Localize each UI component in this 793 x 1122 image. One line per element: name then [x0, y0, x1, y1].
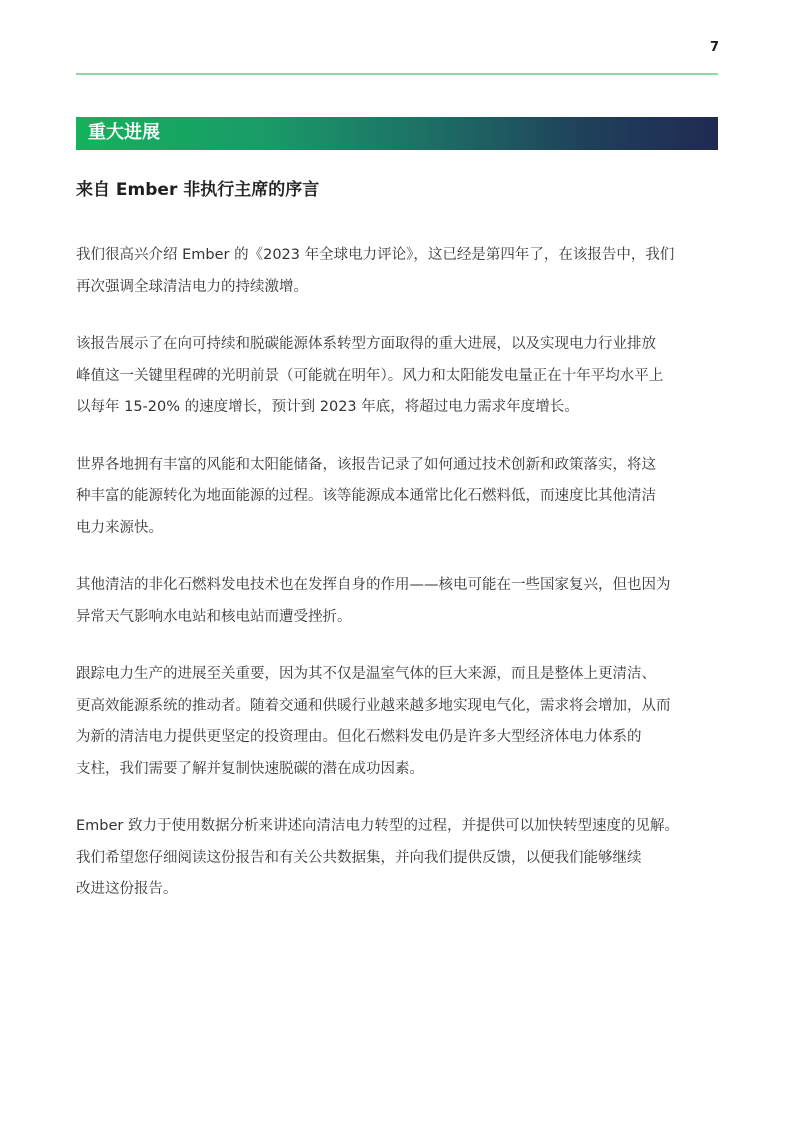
text-line: 该报告展示了在向可持续和脱碳能源体系转型方面取得的重大进展，以及实现电力行业排放	[76, 336, 656, 352]
paragraph	[76, 240, 718, 303]
page-number: 7	[709, 40, 719, 55]
text-line: 再次强调全球清洁电力的持续激增。	[76, 278, 308, 295]
paragraph	[76, 450, 718, 545]
paragraph	[76, 329, 718, 424]
foreword-body	[76, 240, 718, 932]
text-line: 异常天气影响水电站和核电站而遭受挫折。	[76, 608, 352, 625]
section-banner	[76, 117, 718, 150]
paragraph	[76, 811, 718, 906]
text-line: 峰值这一关键里程碑的光明前景（可能就在明年）。风力和太阳能发电量正在十年平均水平上	[76, 367, 664, 384]
header-divider	[76, 73, 718, 75]
text-line: 种丰富的能源转化为地面能源的过程。该等能源成本通常比化石燃料低，而速度比其他清洁	[76, 488, 656, 504]
paragraph	[76, 570, 718, 633]
text-line: 改进这份报告。	[76, 881, 178, 897]
paragraph	[76, 659, 718, 785]
text-line: 世界各地拥有丰富的风能和太阳能储备，该报告记录了如何通过技术创新和政策落实，将这	[76, 456, 656, 473]
text-line: 以每年 15-20% 的速度增长，预计到 2023 年底，将超过电力需求年度增长。	[76, 399, 579, 415]
text-line: 跟踪电力生产的进展至关重要，因为其不仅是温室气体的巨大来源，而且是整体上更清洁、	[76, 666, 656, 682]
text-line: 为新的清洁电力提供更坚定的投资理由。但化石燃料发电仍是许多大型经济体电力体系的	[76, 729, 642, 745]
section-title: 重大进展	[88, 122, 160, 143]
text-line: 我们希望您仔细阅读这份报告和有关公共数据集，并向我们提供反馈，以便我们能够继续	[76, 849, 642, 866]
text-line: Ember 致力于使用数据分析来讲述向清洁电力转型的过程，并提供可以加快转型速度的见解。	[76, 818, 679, 834]
text-line: 更高效能源系统的推动者。随着交通和供暖行业越来越多地实现电气化，需求将会增加，从而	[76, 697, 671, 714]
text-line: 其他清洁的非化石燃料发电技术也在发挥自身的作用——核电可能在一些国家复兴，但也因为	[76, 577, 671, 593]
foreword-heading: 来自 Ember 非执行主席的序言	[76, 180, 320, 200]
text-line: 我们很高兴介绍 Ember 的《2023 年全球电力评论》，这已经是第四年了，在该报告中，我们	[76, 247, 675, 263]
text-line: 电力来源快。	[76, 519, 163, 536]
text-line: 支柱，我们需要了解并复制快速脱碳的潜在成功因素。	[76, 760, 424, 777]
